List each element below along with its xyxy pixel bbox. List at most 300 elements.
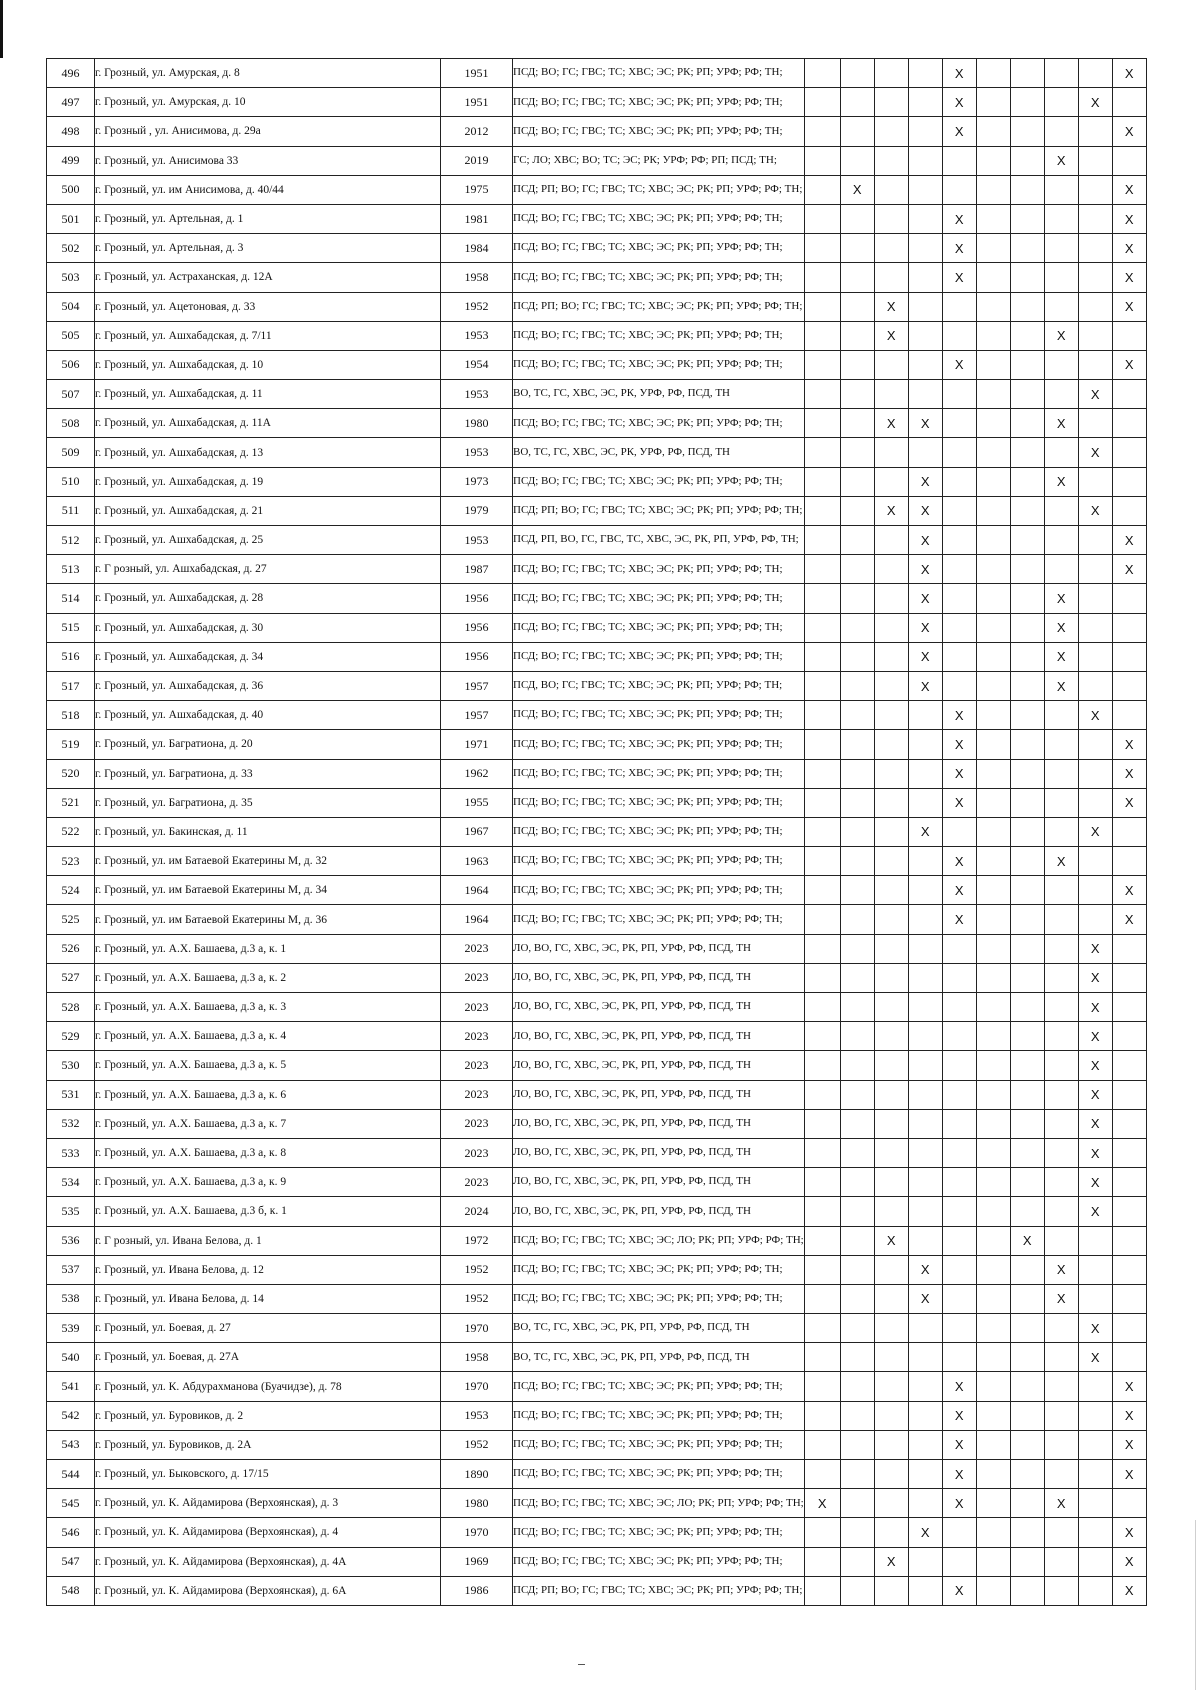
mark-cell <box>908 263 942 292</box>
mark-cell <box>942 526 976 555</box>
mark-cell <box>840 876 874 905</box>
mark-cell <box>804 59 840 88</box>
mark-cell <box>942 409 976 438</box>
row-year: 1955 <box>441 788 513 817</box>
row-number: 501 <box>47 204 95 233</box>
mark-cell <box>840 526 874 555</box>
row-address: г. Грозный, ул. Багратиона, д. 35 <box>95 788 441 817</box>
mark-cell <box>1044 876 1078 905</box>
mark-cell <box>840 1168 874 1197</box>
table-row <box>47 876 1147 905</box>
row-works-list: ПСД; ВО; ГС; ГВС; ТС; ХВС; ЭС; РК; РП; УРФ; РФ; ТН; <box>513 350 805 379</box>
mark-cell <box>976 1197 1010 1226</box>
mark-cell <box>976 1226 1010 1255</box>
row-year: 2023 <box>441 993 513 1022</box>
mark-cell <box>1078 847 1112 876</box>
row-works-list: ПСД; ВО; ГС; ГВС; ТС; ХВС; ЭС; РК; РП; УРФ; РФ; ТН; <box>513 1430 805 1459</box>
row-number: 529 <box>47 1022 95 1051</box>
table-row <box>47 1284 1147 1313</box>
mark-cell <box>942 321 976 350</box>
row-works-list: ПСД; ВО; ГС; ГВС; ТС; ХВС; ЭС; РК; РП; УРФ; РФ; ТН; <box>513 1372 805 1401</box>
mark-cell: X <box>1112 350 1146 379</box>
row-works-list: ЛО, ВО, ГС, ХВС, ЭС, РК, РП, УРФ, РФ, ПСД, ТН <box>513 1080 805 1109</box>
row-works-list: ЛО, ВО, ГС, ХВС, ЭС, РК, РП, УРФ, РФ, ПСД, ТН <box>513 1109 805 1138</box>
mark-cell <box>874 1343 908 1372</box>
mark-cell <box>804 1284 840 1313</box>
mark-cell <box>908 204 942 233</box>
row-works-list: ПСД; ВО; ГС; ГВС; ТС; ХВС; ЭС; РК; РП; УРФ; РФ; ТН; <box>513 263 805 292</box>
mark-cell <box>1112 1314 1146 1343</box>
row-number: 538 <box>47 1284 95 1313</box>
row-number: 539 <box>47 1314 95 1343</box>
mark-cell <box>1010 847 1044 876</box>
mark-cell <box>1078 409 1112 438</box>
mark-cell: X <box>942 1430 976 1459</box>
row-works-list: ПСД; ВО; ГС; ГВС; ТС; ХВС; ЭС; РК; РП; УРФ; РФ; ТН; <box>513 1284 805 1313</box>
mark-cell <box>1010 467 1044 496</box>
mark-cell <box>942 1547 976 1576</box>
mark-cell <box>1078 175 1112 204</box>
mark-cell <box>840 1314 874 1343</box>
mark-cell <box>908 1314 942 1343</box>
mark-cell <box>840 963 874 992</box>
mark-cell <box>804 1547 840 1576</box>
row-number: 543 <box>47 1430 95 1459</box>
mark-cell <box>1044 1168 1078 1197</box>
table-row <box>47 963 1147 992</box>
mark-cell <box>874 1489 908 1518</box>
table-row <box>47 321 1147 350</box>
mark-cell <box>942 146 976 175</box>
table-row <box>47 1080 1147 1109</box>
mark-cell <box>1112 321 1146 350</box>
table-row <box>47 642 1147 671</box>
mark-cell <box>1010 292 1044 321</box>
mark-cell <box>1044 963 1078 992</box>
mark-cell <box>840 1051 874 1080</box>
mark-cell <box>1112 671 1146 700</box>
mark-cell <box>840 438 874 467</box>
row-works-list: ВО, ТС, ГС, ХВС, ЭС, РК, УРФ, РФ, ПСД, ТН <box>513 380 805 409</box>
mark-cell <box>804 1109 840 1138</box>
register-rows <box>47 59 1147 1606</box>
mark-cell <box>1078 117 1112 146</box>
row-works-list: ПСД; РП; ВО; ГС; ГВС; ТС; ХВС; ЭС; РК; РП; УРФ; РФ; ТН; <box>513 1576 805 1605</box>
row-address: г. Грозный, ул. Багратиона, д. 33 <box>95 759 441 788</box>
mark-cell: X <box>874 292 908 321</box>
mark-cell <box>1078 671 1112 700</box>
mark-cell <box>908 1080 942 1109</box>
mark-cell <box>908 847 942 876</box>
mark-cell <box>976 759 1010 788</box>
mark-cell <box>874 59 908 88</box>
mark-cell <box>804 496 840 525</box>
row-year: 1957 <box>441 671 513 700</box>
mark-cell <box>874 1372 908 1401</box>
row-year: 2019 <box>441 146 513 175</box>
row-year: 1964 <box>441 905 513 934</box>
mark-cell <box>804 409 840 438</box>
table-row <box>47 584 1147 613</box>
mark-cell <box>1078 1284 1112 1313</box>
mark-cell <box>840 1109 874 1138</box>
row-number: 502 <box>47 234 95 263</box>
row-number: 526 <box>47 934 95 963</box>
mark-cell: X <box>1112 1372 1146 1401</box>
row-address: г. Грозный, ул. Ашхабадская, д. 10 <box>95 350 441 379</box>
mark-cell: X <box>1044 1284 1078 1313</box>
mark-cell <box>840 993 874 1022</box>
mark-cell: X <box>942 701 976 730</box>
mark-cell <box>1010 1518 1044 1547</box>
table-row <box>47 1343 1147 1372</box>
mark-cell <box>942 175 976 204</box>
row-year: 1958 <box>441 1343 513 1372</box>
mark-cell <box>1010 117 1044 146</box>
row-address: г. Грозный, ул. им Батаевой Екатерины М, д. 32 <box>95 847 441 876</box>
mark-cell <box>840 1576 874 1605</box>
mark-cell: X <box>1112 730 1146 759</box>
mark-cell <box>1044 1343 1078 1372</box>
mark-cell: X <box>908 817 942 846</box>
mark-cell <box>1044 1576 1078 1605</box>
mark-cell: X <box>942 905 976 934</box>
mark-cell <box>874 146 908 175</box>
mark-cell <box>1078 1401 1112 1430</box>
mark-cell: X <box>1112 876 1146 905</box>
row-works-list: ГС; ЛО; ХВС; ВО; ТС; ЭС; РК; УРФ; РФ; РП; ПСД; ТН; <box>513 146 805 175</box>
row-works-list: ВО, ТС, ГС, ХВС, ЭС, РК, УРФ, РФ, ПСД, ТН <box>513 438 805 467</box>
address-register-table <box>46 58 1147 1606</box>
mark-cell <box>1010 438 1044 467</box>
mark-cell <box>804 934 840 963</box>
mark-cell <box>840 1197 874 1226</box>
mark-cell <box>976 467 1010 496</box>
row-number: 503 <box>47 263 95 292</box>
mark-cell <box>908 905 942 934</box>
mark-cell <box>840 88 874 117</box>
mark-cell: X <box>1078 1168 1112 1197</box>
row-address: г. Грозный, ул. Амурская, д. 8 <box>95 59 441 88</box>
table-row <box>47 905 1147 934</box>
mark-cell <box>804 204 840 233</box>
mark-cell <box>908 701 942 730</box>
mark-cell <box>804 467 840 496</box>
mark-cell: X <box>1078 438 1112 467</box>
row-address: г. Г розный, ул. Ашхабадская, д. 27 <box>95 555 441 584</box>
mark-cell <box>874 1255 908 1284</box>
row-works-list: ЛО, ВО, ГС, ХВС, ЭС, РК, РП, УРФ, РФ, ПСД, ТН <box>513 1051 805 1080</box>
mark-cell <box>1078 263 1112 292</box>
row-year: 1952 <box>441 1430 513 1459</box>
mark-cell: X <box>1044 321 1078 350</box>
mark-cell <box>1044 1460 1078 1489</box>
row-works-list: ПСД; РП; ВО; ГС; ГВС; ТС; ХВС; ЭС; РК; РП; УРФ; РФ; ТН; <box>513 496 805 525</box>
row-address: г. Грозный, ул. Ашхабадская, д. 13 <box>95 438 441 467</box>
row-works-list: ПСД; ВО; ГС; ГВС; ТС; ХВС; ЭС; РК; РП; УРФ; РФ; ТН; <box>513 59 805 88</box>
row-number: 534 <box>47 1168 95 1197</box>
mark-cell <box>874 263 908 292</box>
scan-edge-mark <box>0 0 3 58</box>
mark-cell: X <box>1044 467 1078 496</box>
mark-cell <box>840 788 874 817</box>
row-works-list: ПСД; ВО; ГС; ГВС; ТС; ХВС; ЭС; РК; РП; УРФ; РФ; ТН; <box>513 1255 805 1284</box>
mark-cell: X <box>908 671 942 700</box>
mark-cell <box>804 1343 840 1372</box>
row-address: г. Грозный, ул. К. Айдамирова (Верхоянская), д. 4А <box>95 1547 441 1576</box>
table-row <box>47 204 1147 233</box>
mark-cell <box>1010 993 1044 1022</box>
mark-cell <box>1010 934 1044 963</box>
row-address: г. Грозный, ул. А.Х. Башаева, д.3 а, к. 9 <box>95 1168 441 1197</box>
row-address: г. Грозный, ул. Амурская, д. 10 <box>95 88 441 117</box>
row-year: 1972 <box>441 1226 513 1255</box>
mark-cell <box>1010 1314 1044 1343</box>
row-works-list: ПСД; ВО; ГС; ГВС; ТС; ХВС; ЭС; РК; РП; УРФ; РФ; ТН; <box>513 88 805 117</box>
mark-cell <box>1010 1460 1044 1489</box>
mark-cell <box>908 1372 942 1401</box>
mark-cell <box>908 730 942 759</box>
mark-cell: X <box>1112 234 1146 263</box>
row-address: г. Грозный, ул. Ашхабадская, д. 7/11 <box>95 321 441 350</box>
mark-cell: X <box>908 1284 942 1313</box>
row-year: 2023 <box>441 1109 513 1138</box>
mark-cell <box>942 1138 976 1167</box>
table-row <box>47 1547 1147 1576</box>
mark-cell <box>976 1547 1010 1576</box>
mark-cell <box>1112 701 1146 730</box>
mark-cell: X <box>942 1401 976 1430</box>
mark-cell <box>1044 350 1078 379</box>
mark-cell: X <box>1078 1022 1112 1051</box>
mark-cell: X <box>874 496 908 525</box>
mark-cell <box>1078 584 1112 613</box>
row-number: 540 <box>47 1343 95 1372</box>
row-address: г. Грозный, ул. Ашхабадская, д. 34 <box>95 642 441 671</box>
row-year: 1973 <box>441 467 513 496</box>
mark-cell <box>1044 1138 1078 1167</box>
mark-cell <box>976 613 1010 642</box>
mark-cell <box>942 1284 976 1313</box>
row-address: г. Грозный, ул. Ашхабадская, д. 11 <box>95 380 441 409</box>
mark-cell <box>1010 1284 1044 1313</box>
mark-cell: X <box>942 876 976 905</box>
mark-cell <box>942 993 976 1022</box>
row-works-list: ПСД; ВО; ГС; ГВС; ТС; ХВС; ЭС; РК; РП; УРФ; РФ; ТН; <box>513 409 805 438</box>
mark-cell <box>942 467 976 496</box>
mark-cell <box>908 1168 942 1197</box>
mark-cell <box>1010 701 1044 730</box>
mark-cell <box>976 730 1010 759</box>
mark-cell <box>1044 934 1078 963</box>
row-number: 519 <box>47 730 95 759</box>
mark-cell <box>1044 1197 1078 1226</box>
mark-cell <box>1044 496 1078 525</box>
table-row <box>47 438 1147 467</box>
mark-cell: X <box>1078 1109 1112 1138</box>
mark-cell <box>976 1460 1010 1489</box>
mark-cell <box>1044 1109 1078 1138</box>
mark-cell <box>1010 350 1044 379</box>
mark-cell <box>804 1168 840 1197</box>
mark-cell <box>804 350 840 379</box>
mark-cell <box>1044 1080 1078 1109</box>
row-address: г. Грозный, ул. Ашхабадская, д. 21 <box>95 496 441 525</box>
mark-cell: X <box>1078 1197 1112 1226</box>
row-number: 537 <box>47 1255 95 1284</box>
mark-cell <box>976 350 1010 379</box>
mark-cell <box>1078 350 1112 379</box>
row-works-list: ЛО, ВО, ГС, ХВС, ЭС, РК, РП, УРФ, РФ, ПСД, ТН <box>513 963 805 992</box>
mark-cell <box>908 934 942 963</box>
row-works-list: ПСД; ВО; ГС; ГВС; ТС; ХВС; ЭС; РК; РП; УРФ; РФ; ТН; <box>513 234 805 263</box>
mark-cell <box>804 321 840 350</box>
row-works-list: ПСД; ВО; ГС; ГВС; ТС; ХВС; ЭС; РК; РП; УРФ; РФ; ТН; <box>513 117 805 146</box>
row-number: 500 <box>47 175 95 204</box>
mark-cell <box>874 642 908 671</box>
mark-cell: X <box>1044 146 1078 175</box>
mark-cell <box>1010 642 1044 671</box>
mark-cell <box>1010 788 1044 817</box>
mark-cell <box>874 905 908 934</box>
table-row <box>47 1138 1147 1167</box>
mark-cell <box>1078 613 1112 642</box>
table-row <box>47 1109 1147 1138</box>
mark-cell: X <box>942 263 976 292</box>
mark-cell <box>840 1489 874 1518</box>
mark-cell <box>1112 409 1146 438</box>
table-row <box>47 1022 1147 1051</box>
mark-cell <box>1112 963 1146 992</box>
row-number: 546 <box>47 1518 95 1547</box>
table-row <box>47 292 1147 321</box>
row-year: 1952 <box>441 1284 513 1313</box>
table-row <box>47 1430 1147 1459</box>
table-row <box>47 934 1147 963</box>
mark-cell: X <box>1112 204 1146 233</box>
row-works-list: ЛО, ВО, ГС, ХВС, ЭС, РК, РП, УРФ, РФ, ПСД, ТН <box>513 1022 805 1051</box>
mark-cell <box>1010 1343 1044 1372</box>
mark-cell <box>840 642 874 671</box>
row-works-list: ПСД; ВО; ГС; ГВС; ТС; ХВС; ЭС; РК; РП; УРФ; РФ; ТН; <box>513 701 805 730</box>
mark-cell: X <box>1112 1430 1146 1459</box>
mark-cell: X <box>942 1576 976 1605</box>
mark-cell: X <box>942 59 976 88</box>
mark-cell: X <box>1112 788 1146 817</box>
scan-edge-line <box>1195 1520 1196 1690</box>
mark-cell <box>942 1314 976 1343</box>
mark-cell <box>908 175 942 204</box>
row-year: 1984 <box>441 234 513 263</box>
mark-cell <box>840 1255 874 1284</box>
mark-cell <box>976 1051 1010 1080</box>
row-address: г. Грозный, ул. А.Х. Башаева, д.3 а, к. 8 <box>95 1138 441 1167</box>
row-number: 508 <box>47 409 95 438</box>
mark-cell <box>874 555 908 584</box>
mark-cell: X <box>804 1489 840 1518</box>
mark-cell <box>942 1022 976 1051</box>
mark-cell <box>840 321 874 350</box>
table-row <box>47 613 1147 642</box>
mark-cell <box>976 59 1010 88</box>
mark-cell: X <box>908 1518 942 1547</box>
mark-cell <box>976 905 1010 934</box>
mark-cell <box>804 117 840 146</box>
row-year: 1957 <box>441 701 513 730</box>
mark-cell <box>1044 380 1078 409</box>
mark-cell <box>840 1518 874 1547</box>
mark-cell: X <box>942 1372 976 1401</box>
mark-cell <box>976 1489 1010 1518</box>
mark-cell <box>908 59 942 88</box>
mark-cell <box>942 496 976 525</box>
row-year: 1975 <box>441 175 513 204</box>
row-year: 1890 <box>441 1460 513 1489</box>
mark-cell <box>908 963 942 992</box>
mark-cell: X <box>908 613 942 642</box>
row-works-list: ЛО, ВО, ГС, ХВС, ЭС, РК, РП, УРФ, РФ, ПСД, ТН <box>513 1168 805 1197</box>
mark-cell: X <box>1078 963 1112 992</box>
mark-cell <box>942 1343 976 1372</box>
mark-cell <box>804 613 840 642</box>
row-address: г. Грозный, ул. Артельная, д. 1 <box>95 204 441 233</box>
mark-cell <box>874 467 908 496</box>
row-address: г. Грозный, ул. Буровиков, д. 2 <box>95 1401 441 1430</box>
row-works-list: ПСД, РП, ВО, ГС, ГВС, ТС, ХВС, ЭС, РК, РП, УРФ, РФ, ТН; <box>513 526 805 555</box>
mark-cell <box>1010 1489 1044 1518</box>
mark-cell <box>1112 146 1146 175</box>
mark-cell <box>1078 1255 1112 1284</box>
mark-cell: X <box>1112 1401 1146 1430</box>
row-number: 496 <box>47 59 95 88</box>
mark-cell <box>1044 1314 1078 1343</box>
row-address: г. Грозный, ул. Артельная, д. 3 <box>95 234 441 263</box>
table-row <box>47 146 1147 175</box>
mark-cell <box>804 1226 840 1255</box>
mark-cell <box>976 788 1010 817</box>
row-year: 1952 <box>441 1255 513 1284</box>
mark-cell <box>1010 409 1044 438</box>
mark-cell <box>874 350 908 379</box>
row-works-list: ПСД; ВО; ГС; ГВС; ТС; ХВС; ЭС; РК; РП; УРФ; РФ; ТН; <box>513 467 805 496</box>
mark-cell <box>874 876 908 905</box>
row-year: 1951 <box>441 88 513 117</box>
mark-cell <box>1010 321 1044 350</box>
mark-cell <box>976 380 1010 409</box>
mark-cell <box>840 701 874 730</box>
mark-cell <box>874 380 908 409</box>
mark-cell <box>908 1576 942 1605</box>
mark-cell <box>1010 817 1044 846</box>
mark-cell <box>1078 788 1112 817</box>
row-works-list: ПСД; ВО; ГС; ГВС; ТС; ХВС; ЭС; РК; РП; УРФ; РФ; ТН; <box>513 555 805 584</box>
mark-cell <box>1010 1051 1044 1080</box>
row-works-list: ПСД; ВО; ГС; ГВС; ТС; ХВС; ЭС; РК; РП; УРФ; РФ; ТН; <box>513 847 805 876</box>
row-number: 536 <box>47 1226 95 1255</box>
mark-cell <box>874 817 908 846</box>
mark-cell <box>976 175 1010 204</box>
mark-cell <box>840 146 874 175</box>
row-number: 514 <box>47 584 95 613</box>
mark-cell <box>1010 1372 1044 1401</box>
mark-cell <box>1044 730 1078 759</box>
row-number: 532 <box>47 1109 95 1138</box>
mark-cell: X <box>1078 1051 1112 1080</box>
mark-cell: X <box>1112 526 1146 555</box>
row-number: 545 <box>47 1489 95 1518</box>
mark-cell <box>942 1109 976 1138</box>
mark-cell <box>840 263 874 292</box>
